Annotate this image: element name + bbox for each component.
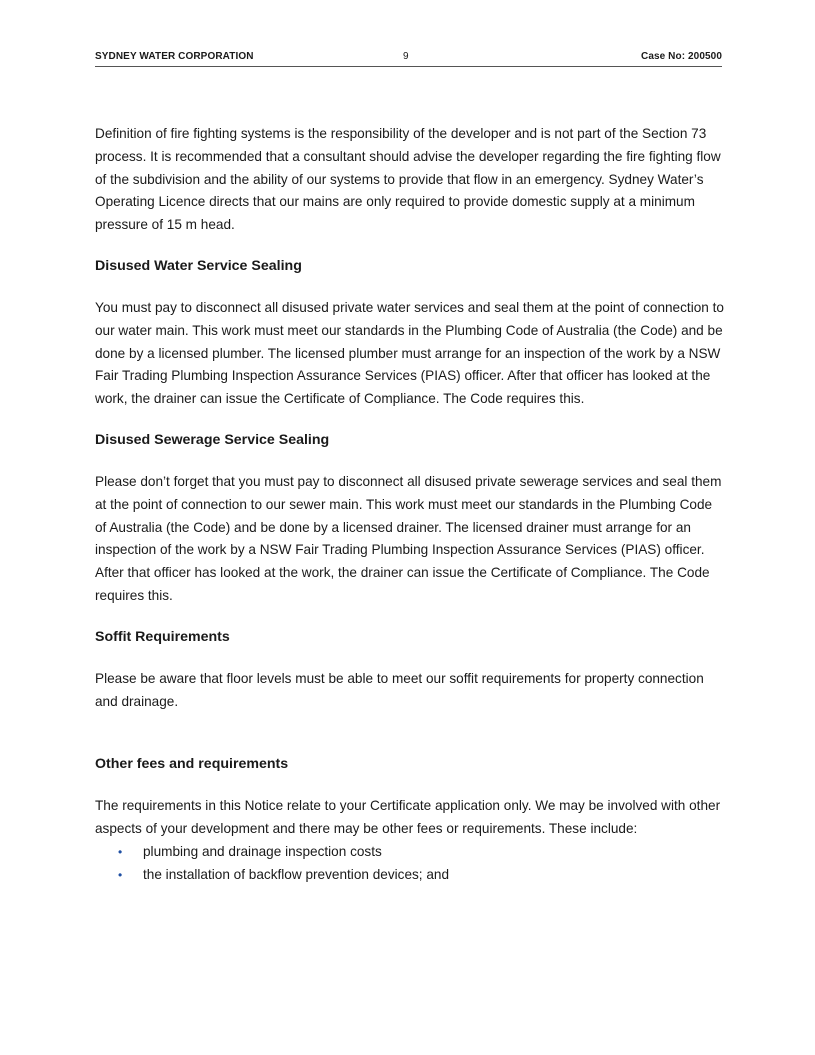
document-body (95, 123, 725, 887)
other-fees-list (95, 841, 725, 887)
section-paragraph-disused-water: You must pay to disconnect all disused private water services and seal them at the point of connection to our water main. This work must meet our standards in the Plumbing Code of Australia (the Code) and be done by a licensed plumber. The licensed plumber must arrange for an inspection of the work by a NSW Fair Trading Plumbing Inspection Assurance Services (PIAS) officer. After that officer has looked at the work, the drainer can issue the Certificate of Compliance. The Code requires this. (95, 299, 724, 407)
list-item-text: plumbing and drainage inspection costs (143, 843, 382, 859)
section-heading-disused-sewerage: Disused Sewerage Service Sealing (95, 431, 330, 448)
list-item-text: the installation of backflow prevention devices; and (143, 866, 450, 882)
intro-paragraph: Definition of fire fighting systems is the responsibility of the developer and is not part of the Section 73 process. It is recommended that a consultant should advise the developer regarding the fire fighting flow of the subdivision and the ability of our systems to provide that flow in an emergency. Sydney Water’s Operating Licence directs that our mains are only required to provide domestic supply at a minimum pressure of 15 m head. (95, 126, 721, 233)
header-page-number: 9 (403, 51, 409, 62)
list-item (95, 841, 725, 864)
section-paragraph-other-fees: The requirements in this Notice relate to your Certificate application only. We may be involved with other aspects of your development and there may be other fees or requirements. These include: (95, 798, 721, 837)
bullet-icon: • (118, 867, 123, 882)
section-paragraph-disused-sewerage: Please don’t forget that you must pay to disconnect all disused private sewerage services and seal them at the point of connection to our sewer main. This work must meet our standards in the Plumbing Code of Australia (the Code) and be done by a licensed drainer. The licensed drainer must arrange for an inspection of the work by a NSW Fair Trading Plumbing Inspection Assurance Services (PIAS) officer. After that officer has looked at the work, the drainer can issue the Certificate of Compliance. The Code requires this. (95, 473, 722, 603)
list-item (95, 864, 725, 887)
section-heading-soffit: Soffit Requirements (95, 628, 230, 645)
bullet-icon: • (118, 844, 123, 859)
section-heading-disused-water: Disused Water Service Sealing (95, 257, 302, 274)
header-case-number: Case No: 200500 (641, 51, 722, 62)
page-header (95, 50, 722, 67)
section-paragraph-soffit: Please be aware that floor levels must be able to meet our soffit requirements for property connection and drainage. (95, 670, 704, 709)
header-organization: SYDNEY WATER CORPORATION (95, 51, 254, 62)
section-heading-other-fees: Other fees and requirements (95, 756, 289, 773)
